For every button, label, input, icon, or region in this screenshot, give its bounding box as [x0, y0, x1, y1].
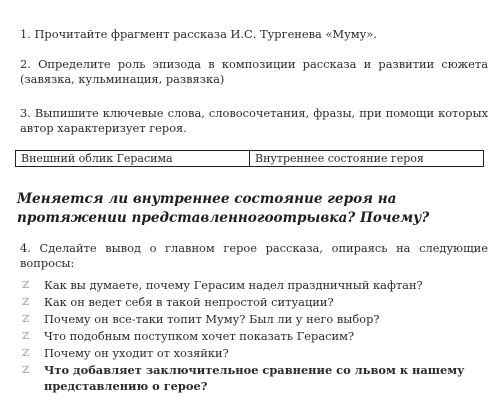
list-item: [22, 362, 492, 394]
bullet-icon: ℤ: [22, 297, 30, 308]
bullet-icon: ℤ: [22, 331, 30, 342]
table-header-inner-state: Внутреннее состояние героя: [250, 151, 484, 167]
list-item: [22, 311, 492, 328]
question-text: Как он ведет себя в такой непростой ситуации?: [44, 295, 334, 309]
question-list: [22, 277, 492, 394]
task-1: 1. Прочитайте фрагмент рассказа И.С. Тургенева «Муму».: [20, 27, 377, 41]
list-item: [22, 277, 492, 294]
question-text: Как вы думаете, почему Герасим надел праздничный кафтан?: [44, 278, 423, 292]
task-3: 3. Выпишите ключевые слова, словосочетания, фразы, при помощи которых автор характеризует героя.: [20, 106, 488, 135]
main-question: Меняется ли внутреннее состояние героя на протяжении представленногоотрывка? Почему?: [17, 191, 430, 226]
bullet-icon: ℤ: [22, 365, 30, 376]
table-header-row: [16, 151, 484, 167]
question-text: Что подобным поступком хочет показать Герасим?: [44, 329, 355, 343]
question-text: Что добавляет заключительное сравнение со львом к нашему представлению о герое?: [44, 363, 465, 393]
bullet-icon: ℤ: [22, 280, 30, 291]
question-text: Почему он уходит от хозяйки?: [44, 346, 229, 360]
list-item: [22, 345, 492, 362]
task-2: 2. Определите роль эпизода в композиции рассказа и развитии сюжета (завязка, кульминация, развязка): [20, 57, 488, 86]
task-4: 4. Сделайте вывод о главном герое рассказа, опираясь на следующие вопросы:: [20, 241, 488, 270]
list-item: [22, 328, 492, 345]
table-header-appearance: Внешний облик Герасима: [16, 151, 250, 167]
bullet-icon: ℤ: [22, 348, 30, 359]
question-text: Почему он все-таки топит Муму? Был ли у него выбор?: [44, 312, 380, 326]
list-item: [22, 294, 492, 311]
bullet-icon: ℤ: [22, 314, 30, 325]
characteristics-table: [15, 150, 484, 167]
